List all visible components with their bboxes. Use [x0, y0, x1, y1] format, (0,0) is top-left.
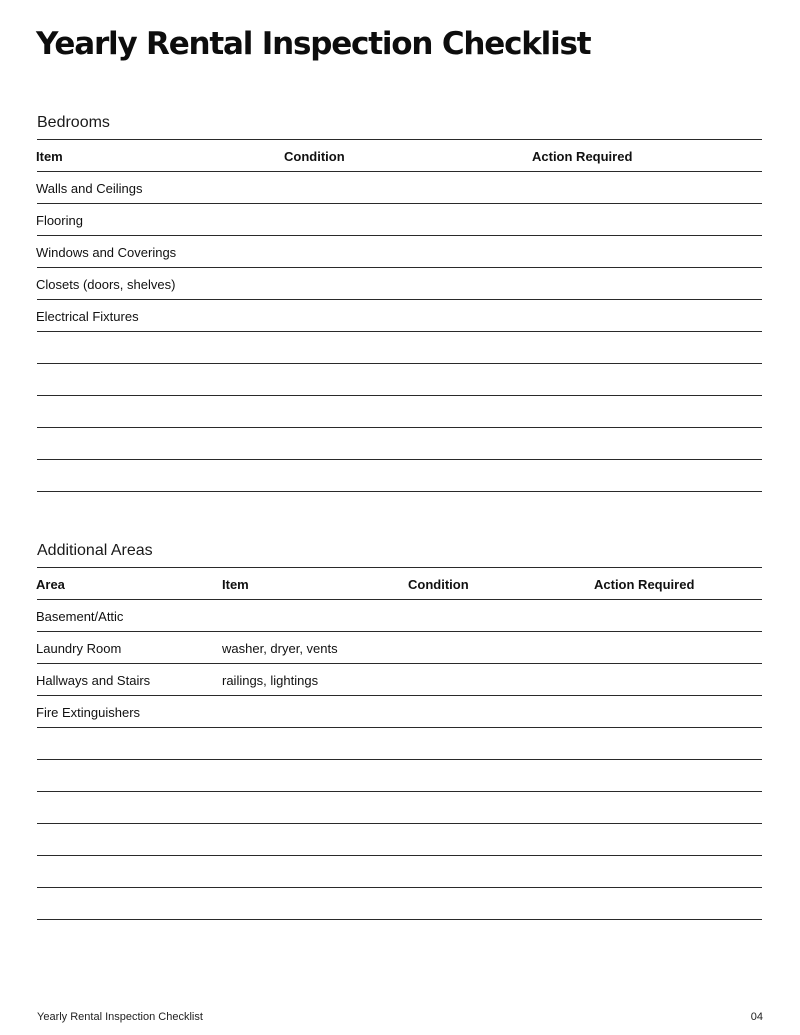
additional-areas-table [37, 567, 762, 920]
table-cell: Closets (doors, shelves) [36, 277, 176, 292]
table-row [37, 268, 762, 300]
column-header: Condition [284, 149, 345, 164]
table-row [37, 760, 762, 792]
table-cell: Laundry Room [36, 641, 122, 656]
table-row [37, 428, 762, 460]
table-row [37, 236, 762, 268]
column-header: Item [222, 577, 249, 592]
table-row [37, 172, 762, 204]
additional-areas-heading: Additional Areas [37, 542, 153, 559]
table-header-row [37, 568, 762, 600]
table-row [37, 888, 762, 920]
table-row [37, 300, 762, 332]
table-cell: Basement/Attic [36, 609, 124, 624]
page-title: Yearly Rental Inspection Checklist [36, 26, 591, 62]
table-header-row [37, 140, 762, 172]
column-header: Action Required [532, 149, 633, 164]
column-header: Area [36, 577, 65, 592]
table-cell: Walls and Ceilings [36, 181, 143, 196]
table-row [37, 600, 762, 632]
table-row [37, 332, 762, 364]
table-row [37, 632, 762, 664]
table-row [37, 792, 762, 824]
bedrooms-heading: Bedrooms [37, 114, 110, 131]
column-header: Condition [408, 577, 469, 592]
table-row [37, 856, 762, 888]
table-row [37, 664, 762, 696]
column-header: Item [36, 149, 63, 164]
table-cell: railings, lightings [222, 673, 319, 688]
column-header: Action Required [594, 577, 695, 592]
page-number: 04 [750, 1011, 763, 1023]
table-cell: Electrical Fixtures [36, 309, 139, 324]
bedrooms-table [37, 139, 762, 492]
table-cell: washer, dryer, vents [222, 641, 338, 656]
table-row [37, 824, 762, 856]
table-row [37, 460, 762, 492]
table-row [37, 696, 762, 728]
footer-label: Yearly Rental Inspection Checklist [37, 1011, 203, 1023]
table-cell: Windows and Coverings [36, 245, 177, 260]
table-row [37, 728, 762, 760]
table-row [37, 364, 762, 396]
table-cell: Fire Extinguishers [36, 705, 141, 720]
table-cell: Flooring [36, 213, 83, 228]
table-cell: Hallways and Stairs [36, 673, 151, 688]
table-row [37, 396, 762, 428]
table-row [37, 204, 762, 236]
